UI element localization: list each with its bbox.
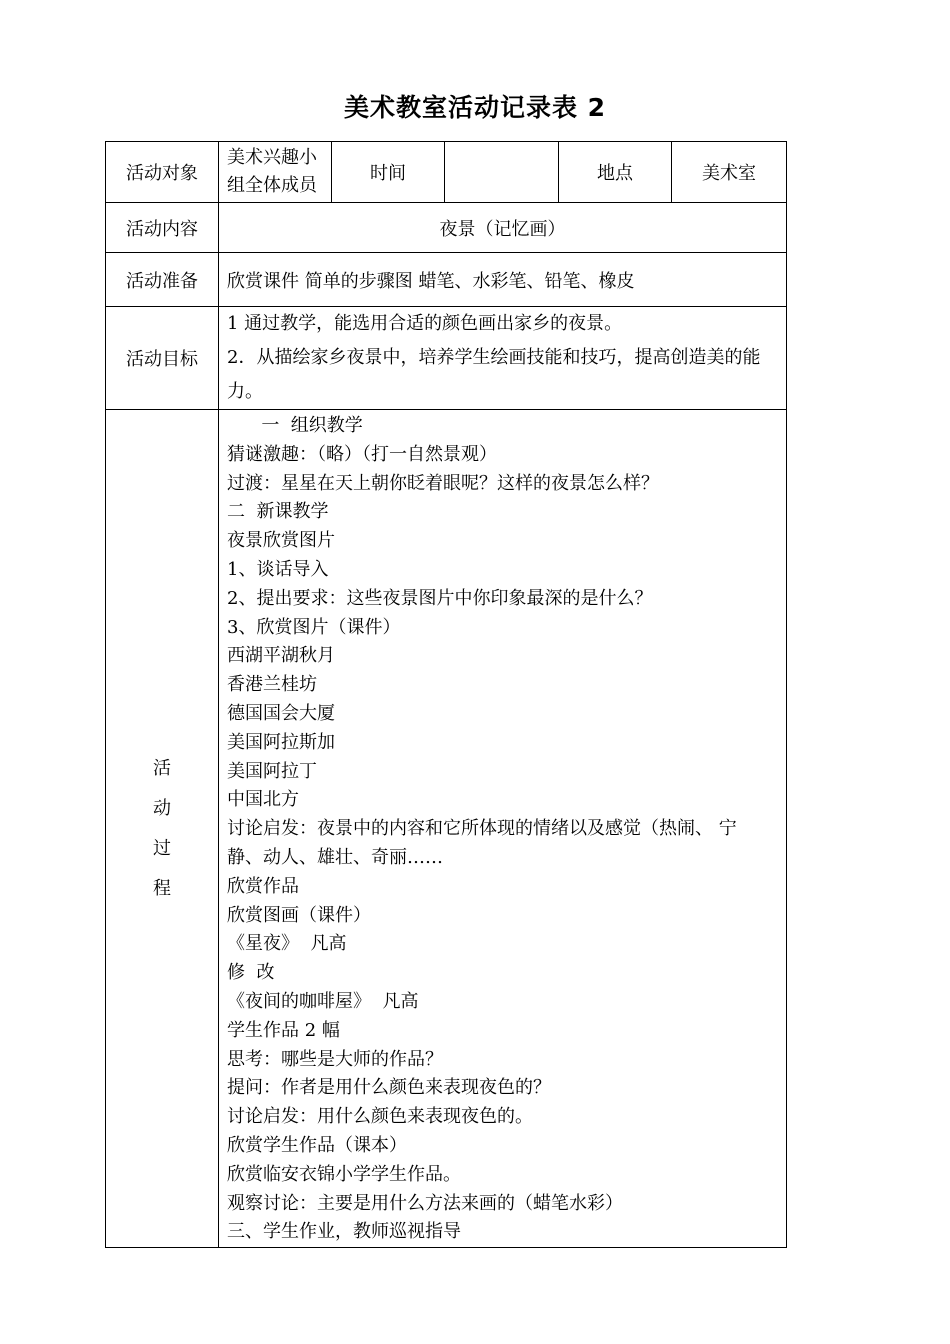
process-line: 修 改 [227,962,275,984]
process-line: 讨论启发：用什么颜色来表现夜色的。 [227,1106,533,1128]
process-line: 猜谜激趣：（略）（打一自然景观） [227,443,497,465]
target-label: 活动对象 [106,142,219,203]
process-line: 西湖平湖秋月 [227,645,335,667]
process-label-char: 过 [153,837,171,859]
process-line: 2、提出要求：这些夜景图片中你印象最深的是什么？ [227,587,653,609]
content-value: 夜景（记忆画） [219,203,787,253]
row-content [106,203,787,253]
process-line: 一 组织教学 [227,415,363,436]
place-label: 地点 [559,142,672,203]
process-line: 中国北方 [227,789,299,811]
process-label-char: 动 [153,797,171,819]
process-line: 美国阿拉斯加 [227,731,335,753]
process-line: 美国阿拉丁 [227,760,317,782]
process-line: 欣赏图画（课件） [227,904,371,926]
page-title: 美术教室活动记录表 2 [343,93,607,122]
goal-line: 1 通过教学，能选用合适的颜色画出家乡的夜景。 [227,313,623,334]
row-prep [106,253,787,307]
process-line: 三、学生作业，教师巡视指导 [227,1221,461,1243]
process-line: 欣赏学生作品（课本） [227,1134,407,1156]
process-line: 二 新课教学 [227,501,329,523]
process-line: 思考：哪些是大师的作品？ [227,1048,443,1070]
process-line: 观察讨论：主要是用什么方法来画的（蜡笔水彩） [227,1192,623,1214]
row-target [106,142,787,203]
goal-line: 2．从描绘家乡夜景中，培养学生绘画技能和技巧，提高创造美的能力。 [227,347,761,402]
process-line: 过渡：星星在天上朝你眨着眼呢？这样的夜景怎么样？ [227,472,659,494]
process-label-char: 活 [153,757,171,779]
process-line: 欣赏临安衣锦小学学生作品。 [227,1163,461,1185]
row-process [106,410,787,1248]
process-line: 3、欣赏图片（课件） [227,616,401,638]
process-line: 德国国会大厦 [227,702,335,724]
activity-record-table [105,141,787,1248]
process-line: 欣赏作品 [227,875,299,897]
time-label: 时间 [332,142,445,203]
process-line: 静、动人、雄壮、奇丽…… [227,846,443,868]
target-value: 美术兴趣小组全体成员 [219,142,332,203]
process-text [219,410,787,1248]
process-line: 1、谈话导入 [227,558,329,580]
time-value [445,142,559,203]
row-goal [106,307,787,410]
prep-value: 欣赏课件 简单的步骤图 蜡笔、水彩笔、铅笔、橡皮 [219,253,787,307]
process-line: 夜景欣赏图片 [227,530,335,552]
prep-label: 活动准备 [106,253,219,307]
process-line: 《夜间的咖啡屋》 凡高 [227,990,419,1012]
goal-label: 活动目标 [106,307,219,410]
place-value: 美术室 [672,142,787,203]
process-line: 提问：作者是用什么颜色来表现夜色的？ [227,1077,551,1099]
content-label: 活动内容 [106,203,219,253]
process-line: 《星夜》 凡高 [227,933,347,955]
process-label [106,410,219,1248]
process-line: 香港兰桂坊 [227,674,317,696]
process-line: 讨论启发：夜景中的内容和它所体现的情绪以及感觉（热闹、 宁 [227,818,737,840]
process-line: 学生作品 2 幅 [227,1019,340,1041]
goal-text [219,307,787,410]
process-label-char: 程 [153,877,171,899]
